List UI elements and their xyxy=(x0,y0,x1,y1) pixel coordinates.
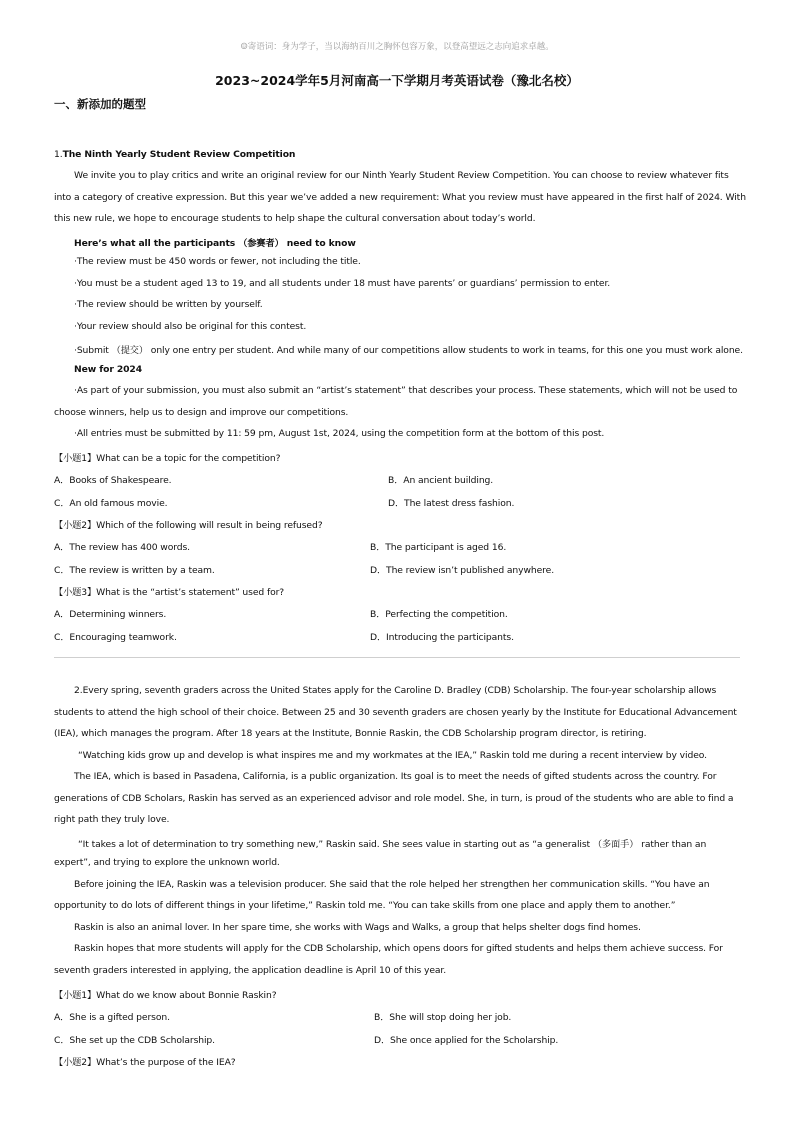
q2-line: students to attend the high school of their choice. Between 25 and 30 seventh graders are chosen yearly by the Institute for Educational Advancement xyxy=(54,707,737,718)
q1-rule: ·Your review should also be original for this contest. xyxy=(74,321,307,332)
q2-subquestion-2: 【小题2】What’s the purpose of the IEA? xyxy=(54,1057,236,1068)
q1-rule: ·Submit （提交） only one entry per student. And while many of our competitions allow students to work in teams, for this one you must work alone. xyxy=(74,345,743,356)
q2-line: The IEA, which is based in Pasadena, California, is a public organization. Its goal is to meet the needs of gifted students across the country. For xyxy=(74,771,717,782)
q1-new-line: ·All entries must be submitted by 11: 59 pm, August 1st, 2024, using the competition form at the bottom of this post. xyxy=(74,428,605,439)
q2-line: Raskin hopes that more students will apply for the CDB Scholarship, which opens doors for gifted students and helps them achieve success. For xyxy=(74,943,723,954)
q1-title: 1.The Ninth Yearly Student Review Competition xyxy=(54,149,296,160)
option-b[interactable]: B．Perfecting the competition. xyxy=(370,609,508,620)
q2-line: Before joining the IEA, Raskin was a television producer. She said that the role helped her strengthen her communication skills. “You have an xyxy=(74,879,710,890)
option-c[interactable]: C．Encouraging teamwork. xyxy=(54,632,177,643)
q1-rule: ·The review should be written by yourself. xyxy=(74,299,263,310)
q1-subquestion-3: 【小题3】What is the “artist’s statement” used for? xyxy=(54,587,285,598)
option-c[interactable]: C．She set up the CDB Scholarship. xyxy=(54,1035,215,1046)
q1-p1-line: into a category of creative expression. But this year we’ve added a new requirement: What you review must have appeared in the first half of 2024. With xyxy=(54,192,746,203)
q2-subquestion-1: 【小题1】What do we know about Bonnie Raskin? xyxy=(54,990,277,1001)
section-heading: 一、新添加的题型 xyxy=(54,97,146,111)
q1-p1-line: We invite you to play critics and write an original review for our Ninth Yearly Student Review Competition. You can choose to review whatever fits xyxy=(74,170,729,181)
q1-new-line: choose winners, help us to design and improve our competitions. xyxy=(54,407,349,418)
option-a[interactable]: A．Determining winners. xyxy=(54,609,167,620)
q2-line: “Watching kids grow up and develop is what inspires me and my workmates at the IEA,” Raskin told me during a recent interview by video. xyxy=(78,750,707,761)
q1-heading-participants: Here’s what all the participants （参赛者） need to know xyxy=(74,238,356,249)
q2-line: right path they truly love. xyxy=(54,814,170,825)
q2-line: opportunity to do lots of different things in your lifetime,” Raskin told me. “You can take skills from one place and apply them to another.” xyxy=(54,900,676,911)
q1-rule: ·You must be a student aged 13 to 19, and all students under 18 must have parents’ or guardians’ permission to enter. xyxy=(74,278,611,289)
q1-subquestion-1: 【小题1】What can be a topic for the competition? xyxy=(54,453,281,464)
q2-line: seventh graders interested in applying, the application deadline is April 10 of this year. xyxy=(54,965,447,976)
q2-line: 2.Every spring, seventh graders across the United States apply for the Caroline D. Bradley (CDB) Scholarship. The four-year scholarship allows xyxy=(74,685,717,696)
option-b[interactable]: B．She will stop doing her job. xyxy=(374,1012,512,1023)
q2-line: (IEA), which manages the program. After 18 years at the Institute, Bonnie Raskin, the CDB Scholarship program director, is retiring. xyxy=(54,728,647,739)
option-a[interactable]: A．Books of Shakespeare. xyxy=(54,475,172,486)
option-d[interactable]: D．Introducing the participants. xyxy=(370,632,514,643)
q2-line: Raskin is also an animal lover. In her spare time, she works with Wags and Walks, a group that helps shelter dogs find homes. xyxy=(74,922,641,933)
option-d[interactable]: D．The latest dress fashion. xyxy=(388,498,515,509)
option-d[interactable]: D．The review isn’t published anywhere. xyxy=(370,565,555,576)
divider xyxy=(54,657,740,658)
q1-rule: ·The review must be 450 words or fewer, not including the title. xyxy=(74,256,361,267)
q1-subquestion-2: 【小题2】Which of the following will result in being refused? xyxy=(54,520,323,531)
option-b[interactable]: B．An ancient building. xyxy=(388,475,494,486)
option-a[interactable]: A．The review has 400 words. xyxy=(54,542,190,553)
q2-line: expert”, and trying to explore the unknown world. xyxy=(54,857,280,868)
option-d[interactable]: D．She once applied for the Scholarship. xyxy=(374,1035,559,1046)
header-motto: ☺寄语词：身为学子，当以海纳百川之胸怀包容万象，以登高望远之志向追求卓越。 xyxy=(240,42,554,52)
q1-heading-new: New for 2024 xyxy=(74,364,143,375)
option-c[interactable]: C．An old famous movie. xyxy=(54,498,168,509)
option-b[interactable]: B．The participant is aged 16. xyxy=(370,542,507,553)
q2-line: “It takes a lot of determination to try something new,” Raskin said. She sees value in starting out as “a generalist （多面手） rather than an xyxy=(78,839,707,850)
q1-new-line: ·As part of your submission, you must also submit an “artist’s statement” that describes your process. These statements, which will not be used to xyxy=(74,385,738,396)
q2-line: generations of CDB Scholars, Raskin has served as an experienced advisor and role model. She, in turn, is proud of the students who are able to find a xyxy=(54,793,734,804)
q1-p1-line: this new rule, we hope to encourage students to help shape the cultural conversation about today’s world. xyxy=(54,213,536,224)
option-c[interactable]: C．The review is written by a team. xyxy=(54,565,215,576)
page-title: 2023~2024学年5月河南高一下学期月考英语试卷（豫北名校） xyxy=(215,73,579,88)
option-a[interactable]: A．She is a gifted person. xyxy=(54,1012,170,1023)
